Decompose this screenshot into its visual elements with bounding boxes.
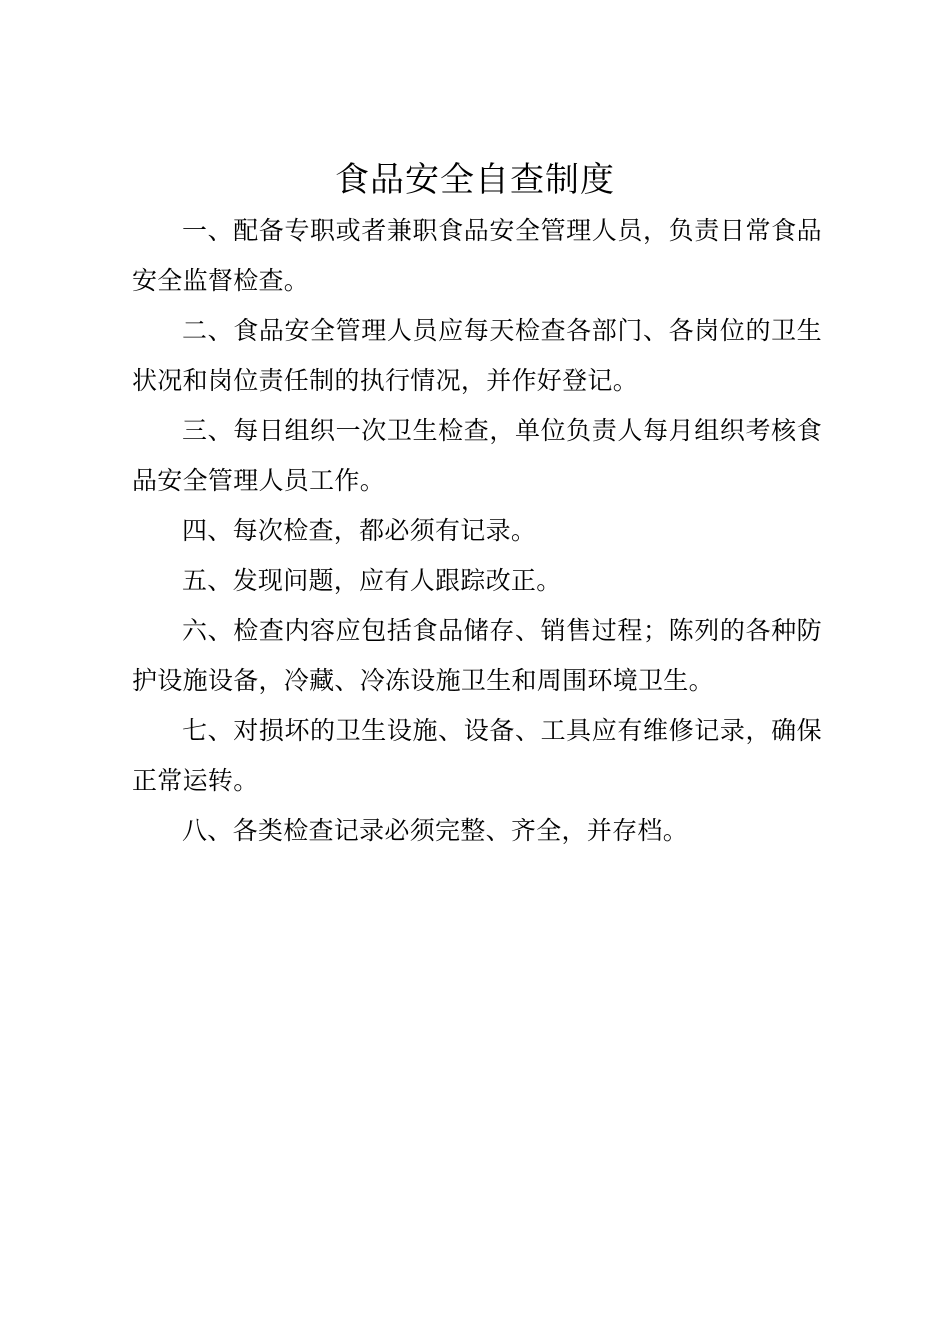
clause-5: 五、发现问题，应有人跟踪改正。 <box>182 566 562 595</box>
clause-4: 四、每次检查，都必须有记录。 <box>182 516 537 545</box>
clause-2: 二、食品安全管理人员应每天检查各部门、各岗位的卫生状况和岗位责任制的执行情况，并作好登记。 <box>132 316 822 395</box>
clause-8: 八、各类检查记录必须完整、齐全，并存档。 <box>182 816 689 845</box>
clause-1: 一、配备专职或者兼职食品安全管理人员，负责日常食品安全监督检查。 <box>132 216 822 295</box>
clause-7: 七、对损坏的卫生设施、设备、工具应有维修记录，确保正常运转。 <box>132 716 822 795</box>
clause-6: 六、检查内容应包括食品储存、销售过程；陈列的各种防护设施设备，冷藏、冷冻设施卫生和周围环境卫生。 <box>132 616 822 695</box>
document-title: 食品安全自查制度 <box>335 160 615 200</box>
clause-3: 三、每日组织一次卫生检查，单位负责人每月组织考核食品安全管理人员工作。 <box>132 416 822 495</box>
document-body <box>132 206 822 856</box>
